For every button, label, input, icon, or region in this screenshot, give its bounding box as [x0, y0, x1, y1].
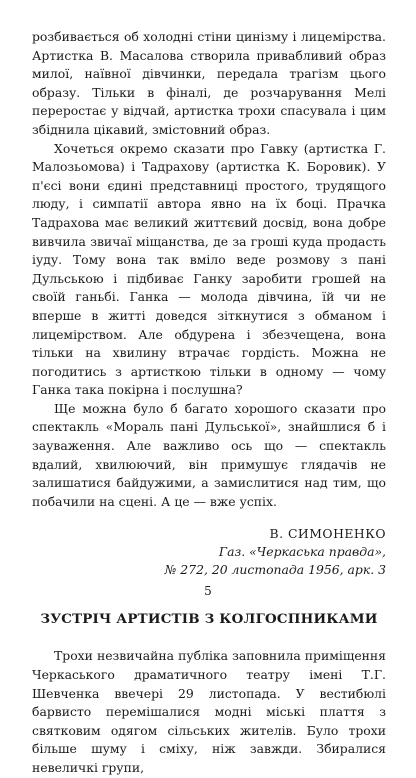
paragraph-conclusion: Ще можна було б багато хорошого сказати про спектакль «Мораль пані Дульської», знайшлися б і зауваження. Але важливо ось що — спектакль вдалий, хвилюючий, він примушує глядачів не залишатися байдужими, а замислитися над тим, що побачили на сцені. А це — вже успіх. — [32, 400, 386, 509]
section-heading: ЗУСТРІЧ АРТИСТІВ З КОЛГОСПНИКАМИ — [40, 611, 378, 628]
source-line-2: № 272, 20 листопада 1956, арк. 3 — [164, 562, 386, 578]
paragraph-meeting: Трохи незвичайна публіка заповнила приміщення Черкаського драматичного театру імені Т.Г. Шевченка ввечері 29 листопада. У вестибюлі барвисто перемішалися модні міські плаття з святковим одягом сільських жителів. Було трохи більше шуму і сміху, ніж завжди. Збиралися невеличкі групи, — [32, 648, 386, 775]
author-name: В. СИМОНЕНКО — [269, 526, 386, 542]
page-number: 5 — [204, 584, 212, 598]
signature-block — [32, 525, 386, 579]
paragraph-continuation: розбивається об холодні стіни цинізму і лицемірства. Артистка В. Масалова створила привабливий образ милої, наївної дівчинки, передала трагізм цього образу. Тільки в фіналі, де розчарування Мелі переростає у відчай, артистка трохи спасувала і цим збіднила цікавий, змістовний образ. — [32, 29, 386, 137]
source-line-1: Газ. «Черкаська правда», — [218, 544, 386, 560]
paragraph-gavka: Хочеться окремо сказати про Гавку (артистка Г. Малозьомова) і Тадрахову (артистка К. Боровик). У п'єсі вони єдині представниці простого, трудящого люду, і симпатії автора явно на їх боці. Прачка Тадрахова має великий життєвий досвід, вона добре вивчила звичаї міщанства, де за гроші куда продасть іуду. Тому вона так вміло веде розмову з пані Дульською і підбиває Ганку заробити грошей на своїй ганьбі. Ганка — молода дівчина, їй чи не вперше в житті доведся зіткнутися з обманом і лицемірством. Але обдурена і збезчещена, вона тільки на хвилину втрачає гордість. Можна не погодитись з артисткою тільки в одному — чому Ганка така покірна і послушна? — [32, 140, 386, 398]
page-content — [32, 28, 386, 778]
